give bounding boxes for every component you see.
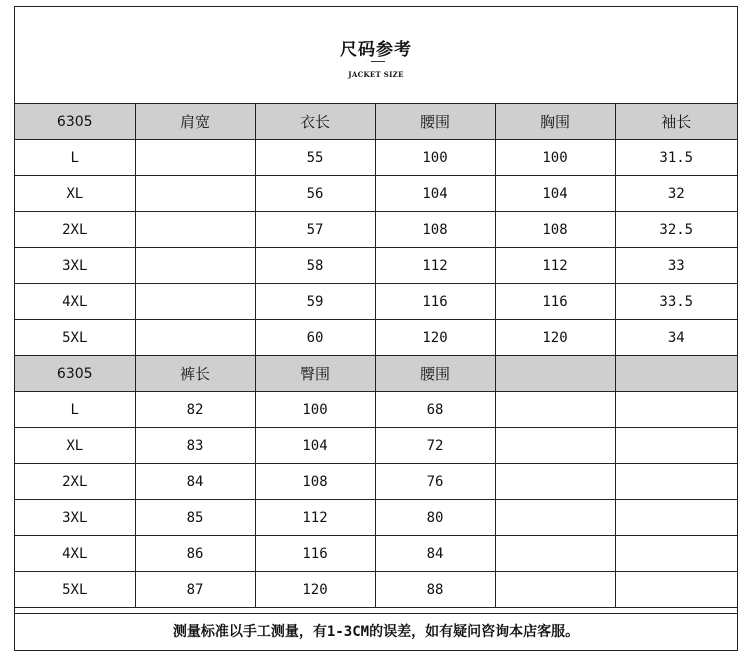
chart-title: 尺码参考 <box>340 40 412 60</box>
table-header-row <box>15 104 737 140</box>
table-cell: 33 <box>615 248 737 284</box>
table-cell <box>135 248 255 284</box>
column-header: 腰围 <box>375 356 495 392</box>
column-header: 胸围 <box>495 104 615 140</box>
table-cell: 100 <box>255 392 375 428</box>
table-cell <box>615 500 737 536</box>
table-cell: 60 <box>255 320 375 356</box>
size-cell: 4XL <box>15 284 135 320</box>
measurement-note: 测量标准以手工测量，有1-3CM的误差，如有疑问咨询本店客服。 <box>15 613 737 650</box>
jacket-size-table <box>15 104 737 356</box>
table-cell: 87 <box>135 572 255 608</box>
size-cell: 5XL <box>15 572 135 608</box>
table-cell: 84 <box>375 536 495 572</box>
table-cell: 88 <box>375 572 495 608</box>
column-header: 腰围 <box>375 104 495 140</box>
table-cell <box>495 428 615 464</box>
table-cell: 85 <box>135 500 255 536</box>
table-cell: 112 <box>255 500 375 536</box>
table-row <box>15 500 737 536</box>
table-cell: 112 <box>495 248 615 284</box>
table-cell: 120 <box>375 320 495 356</box>
table-cell: 55 <box>255 140 375 176</box>
table-row <box>15 176 737 212</box>
column-header: 袖长 <box>615 104 737 140</box>
table-cell: 80 <box>375 500 495 536</box>
table-cell: 58 <box>255 248 375 284</box>
table-header-row <box>15 356 737 392</box>
pants-size-table <box>15 356 737 608</box>
table-cell: 100 <box>375 140 495 176</box>
table-cell <box>495 536 615 572</box>
table-cell: 104 <box>375 176 495 212</box>
table-cell: 120 <box>255 572 375 608</box>
table-cell <box>495 572 615 608</box>
table-cell <box>135 320 255 356</box>
table-cell: 32 <box>615 176 737 212</box>
table-cell: 57 <box>255 212 375 248</box>
title-underline <box>371 61 385 62</box>
table-row <box>15 320 737 356</box>
size-cell: L <box>15 392 135 428</box>
table-row <box>15 536 737 572</box>
table-cell: 116 <box>495 284 615 320</box>
column-header: 肩宽 <box>135 104 255 140</box>
table-cell <box>495 464 615 500</box>
size-cell: 4XL <box>15 536 135 572</box>
table-cell <box>135 212 255 248</box>
table-cell <box>135 140 255 176</box>
table-row <box>15 140 737 176</box>
column-header: 6305 <box>15 104 135 140</box>
column-header <box>615 356 737 392</box>
table-cell <box>135 284 255 320</box>
table-cell: 104 <box>255 428 375 464</box>
table-cell <box>615 464 737 500</box>
table-cell: 108 <box>255 464 375 500</box>
table-cell <box>135 176 255 212</box>
table-cell: 100 <box>495 140 615 176</box>
table-row <box>15 392 737 428</box>
table-cell: 76 <box>375 464 495 500</box>
table-cell: 32.5 <box>615 212 737 248</box>
table-cell <box>615 428 737 464</box>
column-header: 衣长 <box>255 104 375 140</box>
table-cell: 108 <box>495 212 615 248</box>
column-header <box>495 356 615 392</box>
table-cell: 82 <box>135 392 255 428</box>
table-cell: 84 <box>135 464 255 500</box>
table-row <box>15 464 737 500</box>
table-cell: 33.5 <box>615 284 737 320</box>
column-header: 裤长 <box>135 356 255 392</box>
table-cell: 86 <box>135 536 255 572</box>
size-cell: 2XL <box>15 212 135 248</box>
table-cell <box>615 536 737 572</box>
table-cell: 116 <box>375 284 495 320</box>
table-cell: 72 <box>375 428 495 464</box>
size-cell: 3XL <box>15 248 135 284</box>
chart-subtitle: JACKET SIZE <box>348 70 404 79</box>
size-cell: 2XL <box>15 464 135 500</box>
table-cell: 59 <box>255 284 375 320</box>
table-cell: 31.5 <box>615 140 737 176</box>
chart-header <box>15 7 737 104</box>
table-cell <box>615 392 737 428</box>
table-cell: 120 <box>495 320 615 356</box>
table-cell: 104 <box>495 176 615 212</box>
table-row <box>15 284 737 320</box>
table-row <box>15 572 737 608</box>
table-cell: 83 <box>135 428 255 464</box>
table-cell: 116 <box>255 536 375 572</box>
table-cell: 68 <box>375 392 495 428</box>
table-cell <box>495 392 615 428</box>
table-cell: 112 <box>375 248 495 284</box>
table-cell: 108 <box>375 212 495 248</box>
size-cell: L <box>15 140 135 176</box>
table-cell <box>615 572 737 608</box>
column-header: 6305 <box>15 356 135 392</box>
size-chart <box>14 6 738 651</box>
table-cell: 56 <box>255 176 375 212</box>
size-cell: XL <box>15 428 135 464</box>
column-header: 臀围 <box>255 356 375 392</box>
size-cell: 3XL <box>15 500 135 536</box>
size-cell: XL <box>15 176 135 212</box>
table-cell <box>495 500 615 536</box>
table-row <box>15 428 737 464</box>
table-row <box>15 212 737 248</box>
size-cell: 5XL <box>15 320 135 356</box>
table-row <box>15 248 737 284</box>
table-cell: 34 <box>615 320 737 356</box>
